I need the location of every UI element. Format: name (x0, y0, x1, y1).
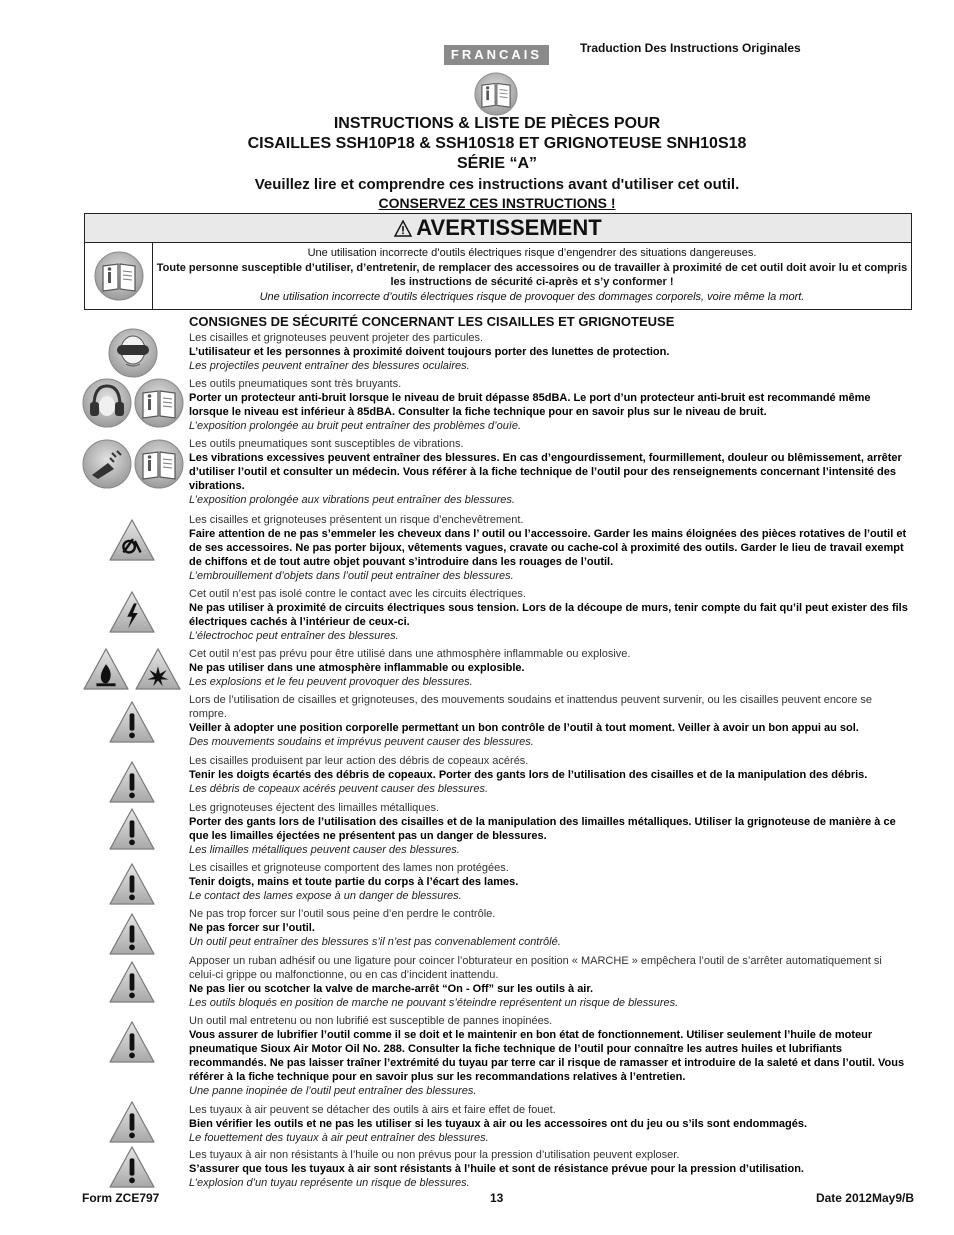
safety-item (189, 801, 911, 857)
title-line-3: SÉRIE “A” (456, 155, 537, 172)
warning-heading: AVERTISSEMENT (416, 215, 602, 240)
item-hazard: Les outils pneumatiques sont très bruyants. (189, 378, 402, 390)
safety-item (189, 693, 911, 749)
item-consequence: L’exposition prolongée au bruit peut entraîner des problèmes d’ouïe. (189, 420, 522, 432)
language-tab: FRANCAIS (444, 45, 549, 65)
safety-item (189, 861, 911, 903)
item-hazard: Ne pas trop forcer sur l’outil sous peine d’en perdre le contrôle. (189, 908, 496, 920)
warning-box (84, 213, 912, 310)
general-warning-icon (108, 700, 156, 744)
item-consequence: Un outil peut entraîner des blessures s’il n’est pas convenablement contrôlé. (189, 936, 561, 948)
safety-item (189, 907, 911, 949)
section-title: CONSIGNES DE SÉCURITÉ CONCERNANT LES CISAILLES ET GRIGNOTEUSE (189, 314, 675, 329)
item-consequence: L’exposition prolongée aux vibrations peut entraîner des blessures. (189, 494, 515, 506)
warning-normal: Une utilisation incorrecte d’outils électriques risque d’engendrer des situations dangereuses. (307, 247, 757, 259)
item-hazard: Apposer un ruban adhésif ou une ligature pour coincer l’obturateur en position « MARCHE » empêchera l’outil de s’arrêter automatiquement si celui-ci grippe ou malfonctionne, ou en cas d’incident inattendu. (189, 955, 882, 981)
item-instruction: Ne pas lier ou scotcher la valve de marche-arrêt “On - Off” sur les outils à air. (189, 983, 594, 995)
safety-item (189, 647, 911, 689)
item-consequence: Les explosions et le feu peuvent provoquer des blessures. (189, 676, 473, 688)
item-hazard: Les tuyaux à air non résistants à l’huile ou non prévus pour la pression d’utilisation peuvent exploser. (189, 1149, 680, 1161)
safety-item (189, 513, 911, 583)
safety-item (189, 1103, 911, 1145)
read-manual-icon (94, 251, 144, 301)
general-warning-icon (108, 1020, 156, 1064)
title-line-2: CISAILLES SSH10P18 & SSH10S18 ET GRIGNOTEUSE SNH10S18 (247, 135, 747, 152)
item-instruction: Ne pas utiliser à proximité de circuits électriques sous tension. Lors de la découpe de murs, tenir compte du fait qu’il peut exister des fils électriques cachés à l’intérieur de ceux-ci. (189, 602, 908, 628)
item-consequence: Les limailles métalliques peuvent causer des blessures. (189, 844, 460, 856)
safety-item (189, 754, 911, 796)
translation-note: Traduction Des Instructions Originales (580, 41, 801, 55)
safety-item (189, 437, 911, 507)
safety-item (189, 377, 911, 433)
safety-item (189, 1014, 911, 1098)
keep-instructions: CONSERVEZ CES INSTRUCTIONS ! (378, 195, 616, 211)
vibration-hand-icon (82, 439, 132, 489)
read-manual-icon (474, 72, 518, 116)
item-hazard: Les tuyaux à air peuvent se détacher des outils à airs et faire effet de fouet. (189, 1104, 556, 1116)
safety-item (189, 954, 911, 1010)
ear-protection-icon (82, 378, 132, 428)
warning-italic: Une utilisation incorrecte d’outils électriques risque de provoquer des dommages corporels, voire même la mort. (259, 290, 805, 303)
safety-item (189, 587, 911, 643)
general-warning-icon (108, 862, 156, 906)
document-title (0, 114, 954, 212)
safety-item (189, 1148, 911, 1190)
item-hazard: Un outil mal entretenu ou non lubrifié est susceptible de pannes inopinées. (189, 1015, 553, 1027)
general-warning-icon (108, 960, 156, 1004)
general-warning-icon (108, 760, 156, 804)
item-instruction: Porter des gants lors de l’utilisation des cisailles et de la manipulation des limailles métalliques. Utiliser la grignoteuse de manière à ce que les limailles éjectées ne présentent pas un danger de blessures. (189, 816, 896, 842)
title-line-1: INSTRUCTIONS & LISTE DE PIÈCES POUR (333, 115, 661, 132)
footer-page-number: 13 (490, 1191, 504, 1205)
read-manual-icon (134, 378, 184, 428)
item-hazard: Lors de l’utilisation de cisailles et grignoteuses, des mouvements soudains et inattendus peuvent survenir, ou les cisailles peuvent encore se rompre. (189, 694, 873, 720)
item-consequence: Les projectiles peuvent entraîner des blessures oculaires. (189, 360, 470, 372)
read-manual-icon (134, 439, 184, 489)
footer-form-number: Form ZCE797 (82, 1191, 160, 1205)
item-consequence: Le contact des lames expose à un danger de blessures. (189, 890, 462, 902)
item-hazard: Les cisailles et grignoteuse comportent des lames non protégées. (189, 862, 509, 874)
safety-item (189, 331, 911, 373)
warning-triangle-icon (394, 220, 412, 237)
general-warning-icon (108, 807, 156, 851)
item-hazard: Cet outil n’est pas prévu pour être utilisé dans une athmosphère inflammable ou explosive. (189, 648, 631, 660)
electric-shock-warning-icon (108, 590, 156, 634)
footer-date: Date 2012May9/B (815, 1191, 914, 1205)
read-instructions: Veuillez lire et comprendre ces instructions avant d'utiliser cet outil. (254, 176, 740, 193)
warning-header (85, 214, 911, 243)
item-consequence: Des mouvements soudains et imprévus peuvent causer des blessures. (189, 736, 534, 748)
item-instruction: Bien vérifier les outils et ne pas les utiliser si les tuyaux à air ou les accessoires ont du jeu ou s’ils sont endommagés. (189, 1118, 808, 1130)
item-instruction: Tenir doigts, mains et toute partie du corps à l’écart des lames. (189, 876, 519, 888)
general-warning-icon (108, 912, 156, 956)
item-hazard: Les cisailles produisent par leur action des débris de copeaux acérés. (189, 755, 529, 767)
item-consequence: Une panne inopinée de l’outil peut entraîner des blessures. (189, 1085, 477, 1097)
item-consequence: Le fouettement des tuyaux à air peut entraîner des blessures. (189, 1132, 489, 1144)
general-warning-icon (108, 1100, 156, 1144)
item-hazard: Les cisailles et grignoteuses peuvent projeter des particules. (189, 332, 484, 344)
item-instruction: Veiller à adopter une position corporelle permettant un bon contrôle de l’outil à tout moment. Veiller à avoir un bon appui au sol. (189, 722, 859, 734)
item-consequence: L’explosion d’un tuyau représente un risque de blessures. (189, 1177, 470, 1189)
warning-bold: Toute personne susceptible d’utiliser, d’entretenir, de remplacer des accessoires ou de travailler à proximité de cet outil doit avoir lu et compris les instructions de sécurité ci-après et s’y conformer ! (156, 261, 908, 288)
item-hazard: Les cisailles et grignoteuses présentent un risque d’enchevêtrement. (189, 514, 524, 526)
item-instruction: Les vibrations excessives peuvent entraîner des blessures. En cas d’engourdissement, fourmillement, douleur ou blêmissement, arrêter d’utiliser l’outil et consulter un médecin. Vous référer à la fiche technique de l’outil pour des renseignements concernant l’intensité des vibrations. (189, 452, 902, 492)
item-instruction: Tenir les doigts écartés des débris de copeaux. Porter des gants lors de l’utilisation des cisailles et de la manipulation des débris. (189, 769, 868, 781)
item-instruction: Ne pas utiliser dans une atmosphère inflammable ou explosible. (189, 662, 525, 674)
item-instruction: L’utilisateur et les personnes à proximité doivent toujours porter des lunettes de protection. (189, 346, 670, 358)
item-instruction: Faire attention de ne pas s’emmeler les cheveux dans l’ outil ou l’accessoire. Garder les mains éloignées des pièces rotatives de l’outil et de ses accessoires. Ne pas porter bijoux, vêtements vagues, cravate ou cache-col à proximité des outils. Garder le lieu de travail exempt de chiffons et de tout autre objet pouvant s’introduire dans les rouages de l’outil. (189, 528, 907, 568)
item-consequence: Les outils bloqués en position de marche ne pouvant s’éteindre représentent un risque de blessures. (189, 997, 679, 1009)
item-instruction: Vous assurer de lubrifier l’outil comme il se doit et le maintenir en bon état de fonctionnement. Utiliser seulement l’huile de moteur pneumatique Sioux Air Motor Oil No. 288. Consulter la fiche technique de l’outil pour connaître les autres huiles et lubrifiants recommandés. Ne pas laisser traîner l’extrémité du tuyau par terre car il risque de ramasser et introduire de la saleté et dans l’outil. Vous référer à la fiche technique pour en savoir plus sur les recommandations relatives à l’entretien. (189, 1029, 905, 1083)
entanglement-warning-icon (108, 518, 156, 562)
item-consequence: Les débris de copeaux acérés peuvent causer des blessures. (189, 783, 489, 795)
item-instruction: Porter un protecteur anti-bruit lorsque le niveau de bruit dépasse 85dBA. Le port d’un protecteur anti-bruit est recommandé même lorsque le niveau est inférieur à 85dBA. Consulter la fiche technique pour en savoir plus sur le niveau de bruit. (189, 392, 871, 418)
item-hazard: Cet outil n’est pas isolé contre le contact avec les circuits électriques. (189, 588, 526, 600)
explosive-warning-icon (134, 647, 182, 691)
flammable-warning-icon (82, 647, 130, 691)
item-consequence: L’électrochoc peut entraîner des blessures. (189, 630, 399, 642)
item-instruction: Ne pas forcer sur l’outil. (189, 922, 315, 934)
item-hazard: Les grignoteuses éjectent des limailles métalliques. (189, 802, 440, 814)
general-warning-icon (108, 1145, 156, 1189)
item-hazard: Les outils pneumatiques sont susceptibles de vibrations. (189, 438, 464, 450)
item-instruction: S’assurer que tous les tuyaux à air sont résistants à l’huile et sont de résistance prévue pour la pression d’utilisation. (189, 1163, 804, 1175)
item-consequence: L’embrouillement d’objets dans l’outil peut entraîner des blessures. (189, 570, 514, 582)
safety-goggles-icon (108, 328, 158, 378)
